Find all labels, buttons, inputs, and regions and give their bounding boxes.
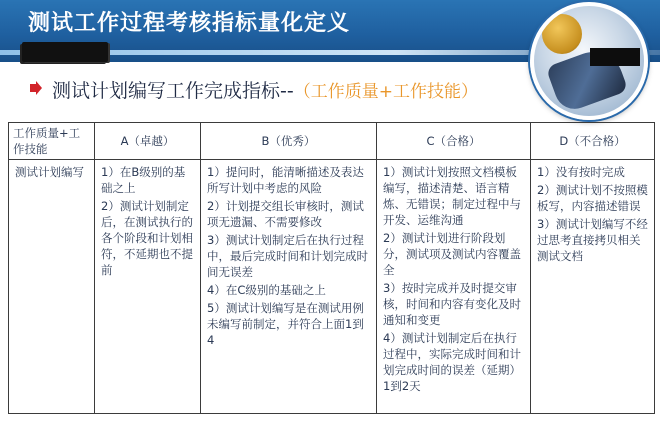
list-item: 1）测试计划按照文档模板编写，描述清楚、语言精炼、无错误；制定过程中与开发、运维沟通 (383, 165, 521, 227)
header-cell-category: 工作质量+工作技能 (9, 123, 95, 160)
red-arrow-icon (28, 80, 42, 99)
list-item: 2）测试计划不按照模板写，内容描述错误 (537, 183, 648, 213)
page-title: 测试工作过程考核指标量化定义 (28, 11, 351, 36)
subtitle-accent-text: （工作质量+工作技能） (293, 82, 478, 102)
cell-a (95, 160, 201, 414)
redacted-badge-text (590, 48, 640, 66)
header-cell-a: A（卓越） (95, 123, 201, 160)
list-item: 5）测试计划编写是在测试用例未编写前制定，并符合上面1到4 (207, 301, 364, 347)
category-cell: 测试计划编写 (9, 160, 95, 414)
list-item: 4）在C级别的基础之上 (207, 283, 326, 297)
redacted-logo-block (22, 42, 108, 62)
cell-d (531, 160, 655, 414)
list-item: 1）提问时，能清晰描述及表达所写计划中考虑的风险 (207, 165, 364, 195)
cell-c (377, 160, 531, 414)
list-item: 4）测试计划制定后在执行过程中，实际完成时间和计划完成时间的误差（延期）1到2天 (383, 331, 521, 393)
list-item: 3）测试计划编写不经过思考直接拷贝相关测试文档 (537, 217, 648, 263)
criteria-table (8, 122, 655, 414)
table-header-row (9, 123, 655, 160)
decorative-photo-badge (530, 2, 648, 120)
list-item: 1）没有按时完成 (537, 165, 625, 179)
globe-icon (542, 14, 582, 54)
list-item: 2）计划提交组长审核时，测试项无遗漏、不需要修改 (207, 199, 364, 229)
header-cell-d: D（不合格） (531, 123, 655, 160)
list-item: 2）测试计划制定后，在测试执行的各个阶段和计划相符，不延期也不提前 (101, 199, 193, 277)
list-item: 3）按时完成并及时提交审核，时间和内容有变化及时通知和变更 (383, 281, 521, 327)
section-subtitle (28, 76, 478, 106)
header-cell-b: B（优秀） (201, 123, 377, 160)
subtitle-main-text: 测试计划编写工作完成指标-- (52, 80, 294, 102)
cell-b (201, 160, 377, 414)
list-item: 2）测试计划进行阶段划分，测试项及测试内容覆盖全 (383, 231, 521, 277)
table-row (9, 160, 655, 414)
list-item: 3）测试计划制定后在执行过程中，最后完成时间和计划完成时间无误差 (207, 233, 368, 279)
header-cell-c: C（合格） (377, 123, 531, 160)
list-item: 1）在B级别的基础之上 (101, 165, 186, 195)
